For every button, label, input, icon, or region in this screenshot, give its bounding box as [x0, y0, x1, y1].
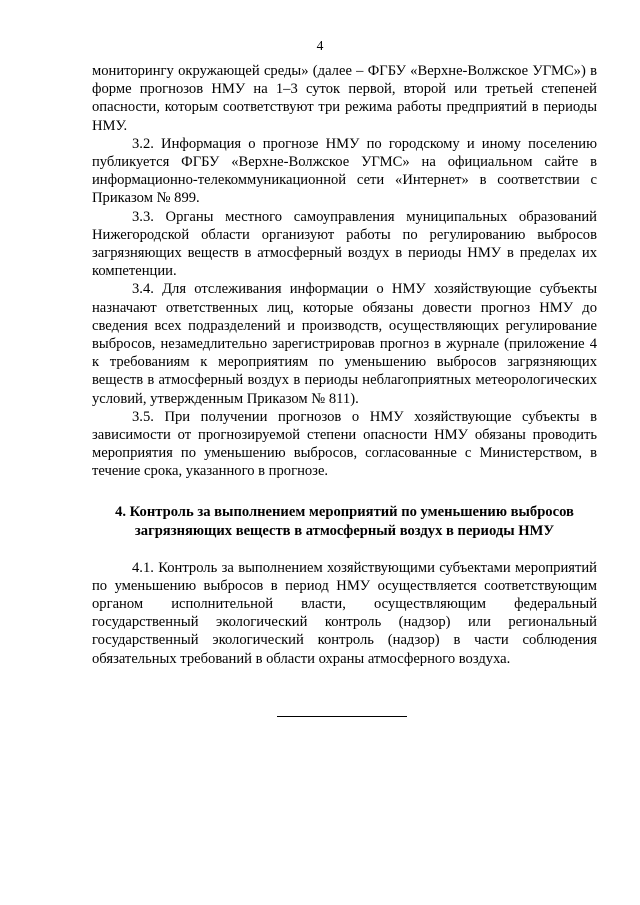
section-4-heading-line-1: 4. Контроль за выполнением мероприятий по уменьшению выбросов	[115, 503, 574, 520]
paragraph-3-2: 3.2. Информация о прогнозе НМУ по городскому и иному поселению публикуется ФГБУ «Верхне-Волжское УГМС» на официальном сайте в информационно-телекоммуникационной сети «Интернет» в соответствии с Приказом № 899.	[92, 135, 597, 207]
paragraph-3-5: 3.5. При получении прогнозов о НМУ хозяйствующие субъекты в зависимости от прогнозируемой степени опасности НМУ обязаны проводить мероприятия по уменьшению выбросов, согласованные с Министерством, в течение срока, указанного в прогнозе.	[92, 408, 597, 480]
paragraph-3-4: 3.4. Для отслеживания информации о НМУ хозяйствующие субъекты назначают ответственных лиц, которые обязаны довести прогноз НМУ до сведения всех подразделений и производств, осуществляющих регулирование выбросов, незамедлительно зарегистрировав прогноз в журнале (приложение 4 к требованиям к мероприятиям по уменьшению выбросов загрязняющих веществ в атмосферный воздух в периоды неблагоприятных метеорологических условий, утвержденным Приказом № 811).	[92, 281, 597, 407]
page-number: 4	[316, 38, 324, 53]
paragraph-continuation: мониторингу окружающей среды» (далее – ФГБУ «Верхне-Волжское УГМС») в форме прогнозов НМУ на 1–3 суток первой, второй или третьей степеней опасности, которым соответствуют три режима работы предприятий в периоды НМУ.	[92, 63, 597, 134]
document-body	[92, 62, 597, 668]
paragraph-3-3: 3.3. Органы местного самоуправления муниципальных образований Нижегородской области организуют работы по регулированию выбросов загрязняющих веществ в атмосферный воздух в периоды НМУ в пределах их компетенции.	[92, 208, 597, 280]
section-4-heading-line-2: загрязняющих веществ в атмосферный воздух в периоды НМУ	[134, 522, 555, 539]
paragraph-4-1: 4.1. Контроль за выполнением хозяйствующими субъектами мероприятий по уменьшению выбросов в период НМУ осуществляется соответствующим органом исполнительной власти, осуществляющим федеральный государственный экологический контроль (надзор) или региональный государственный экологический контроль (надзор) в части соблюдения обязательных требований в области охраны атмосферного воздуха.	[92, 559, 597, 667]
section-4-heading	[92, 503, 597, 541]
closing-rule	[277, 716, 407, 717]
